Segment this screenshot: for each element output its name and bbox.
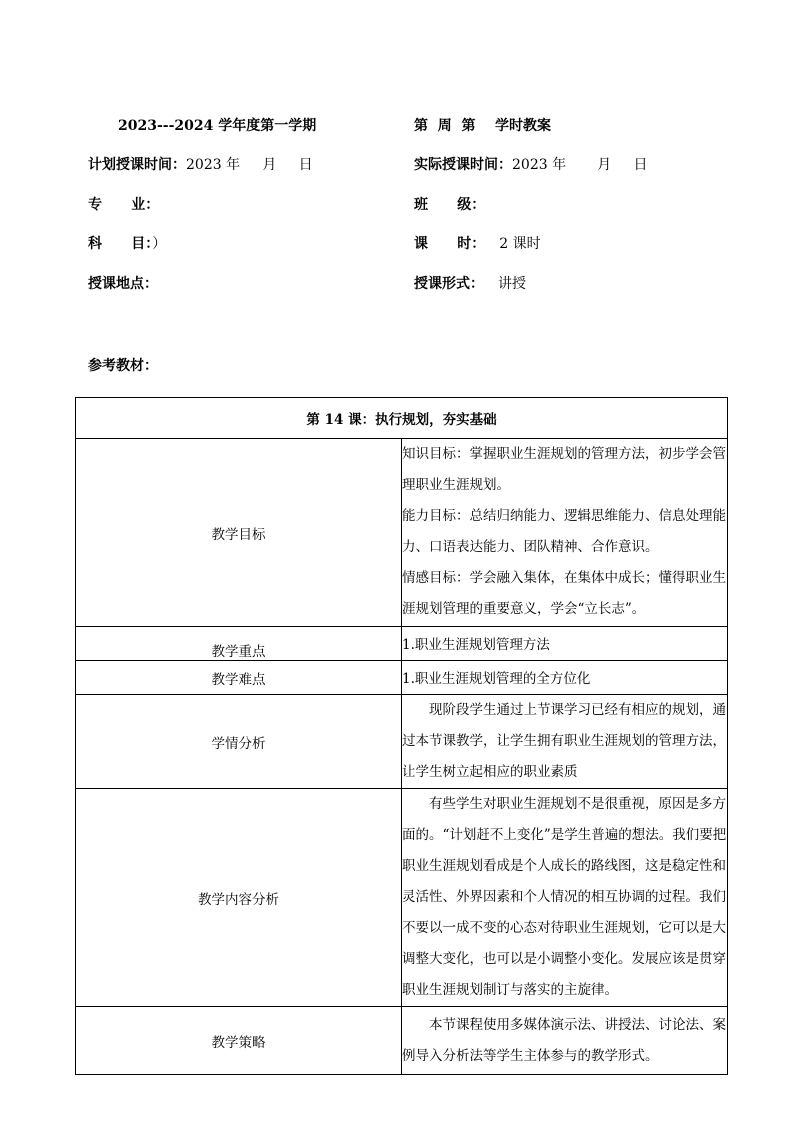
strategy-value: 本节课程使用多媒体演示法、讲授法、讨论法、案例导入分析法等学生主体参与的教学形式。 [402,1007,728,1075]
objective-knowledge: 知识目标：掌握职业生涯规划的管理方法，初步学会管理职业生涯规划。 [402,446,726,493]
form-value: 讲授 [498,276,526,292]
plan-time-label: 计划授课时间： [88,157,186,173]
lesson-table [75,397,728,1075]
content-analysis-label: 教学内容分析 [76,789,402,1007]
week-heading: 第 周 第 学时教案 [414,118,551,134]
table-row [76,398,728,439]
objective-emotion: 情感目标：学会融入集体，在集体中成长；懂得职业生涯规划管理的重要意义，学会“立长志”。 [402,570,726,617]
location-field [88,273,158,293]
subject-field [88,233,166,253]
table-row [76,627,728,661]
difficulties-label: 教学难点 [76,661,402,695]
location-label: 授课地点： [88,276,158,292]
major-label: 专 业： [88,197,160,213]
plan-time-value: 2023 年 月 日 [186,157,313,173]
table-row [76,439,728,627]
key-points-value: 1.职业生涯规划管理方法 [402,627,728,661]
strategy-label: 教学策略 [76,1007,402,1075]
major-field [88,194,159,214]
table-row [76,661,728,695]
class-label: 班 级： [414,197,486,213]
class-field [414,194,485,214]
hours-value: 2 课时 [499,236,541,252]
lesson-title: 第 14 课：执行规划，夯实基础 [76,398,728,439]
key-points-label: 教学重点 [76,627,402,661]
term-heading: 2023---2024 学年度第一学期 [118,118,317,134]
form-label: 授课形式： [414,276,484,292]
plan-time-field [88,154,313,174]
subject-label: 科 目： [88,236,153,252]
table-row [76,695,728,789]
table-row [76,789,728,1007]
actual-time-value: 2023 年 月 日 [512,157,648,173]
hours-field [414,233,541,253]
learner-analysis-label: 学情分析 [76,695,402,789]
actual-time-field [414,154,647,174]
content-analysis-value: 有些学生对职业生涯规划不是很重视，原因是多方面的。“计划赶不上变化”是学生普遍的想法。我们要把职业生涯规划看成是个人成长的路线图，这是稳定性和灵活性、外界因素和个人情况的相互协调的过程。我们不要以一成不变的心态对待职业生涯规划，它可以是大调整大变化，也可以是小调整小变化。发展应该是贯穿职业生涯规划制订与落实的主旋律。 [402,789,728,1007]
objectives-cell [402,439,728,627]
objectives-label: 教学目标 [76,439,402,627]
table-row [76,1007,728,1075]
objective-ability: 能力目标：总结归纳能力、逻辑思维能力、信息处理能力、口语表达能力、团队精神、合作意识。 [402,508,726,555]
learner-analysis-value: 现阶段学生通过上节课学习已经有相应的规划，通过本节课教学，让学生拥有职业生涯规划的管理方法，让学生树立起相应的职业素质 [402,695,728,789]
difficulties-value: 1.职业生涯规划管理的全方位化 [402,661,728,695]
reference-label: 参考教材： [88,358,158,374]
subject-value: ） [152,236,167,252]
hours-label: 课 时： [414,236,486,252]
actual-time-label: 实际授课时间： [414,157,512,173]
form-field [414,273,526,293]
